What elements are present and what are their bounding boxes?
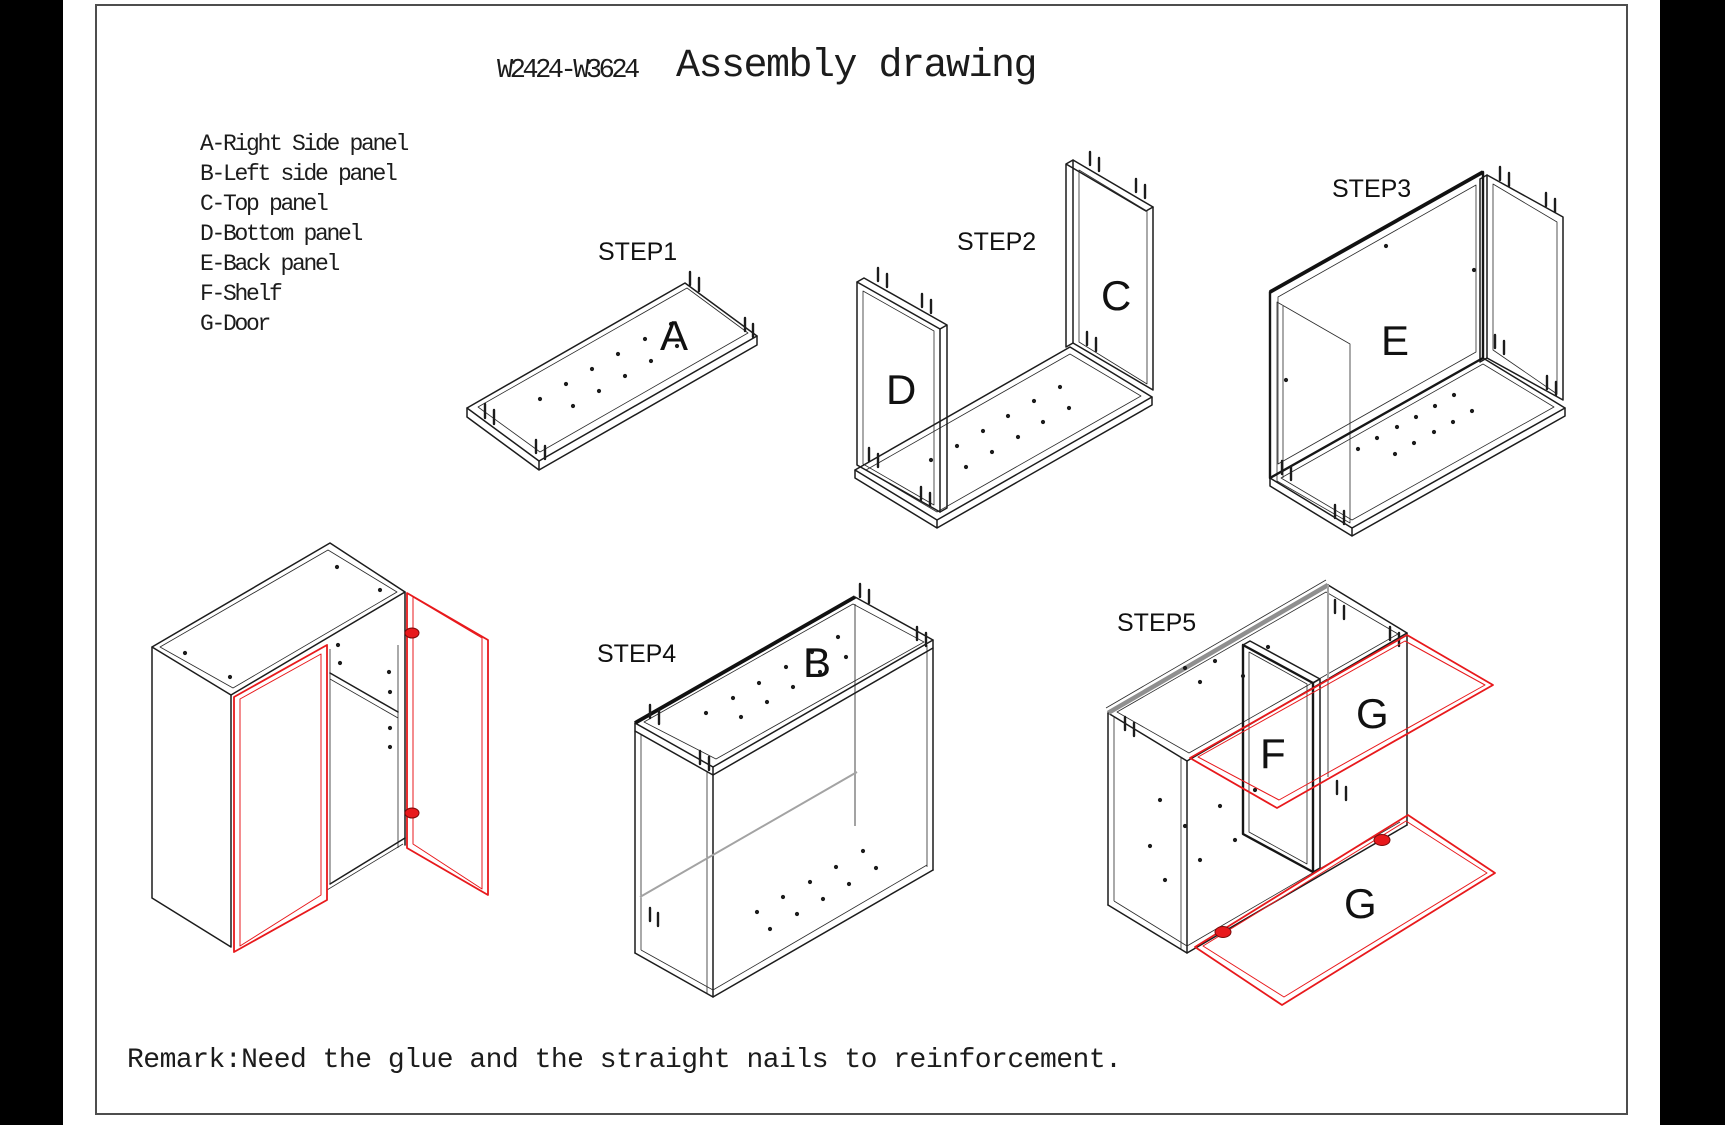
door-hinge-icon <box>405 628 419 638</box>
panel-a-outline <box>467 283 757 461</box>
step5-screw-holes <box>1150 647 1268 880</box>
remark-note: Remark:Need the glue and the straight nails to reinforcement. <box>127 1045 1122 1076</box>
step4-label: STEP4 <box>597 640 677 668</box>
parts-list-item-a: A-Right Side panel <box>200 131 408 157</box>
step3-panel-c-inner-edge <box>1493 184 1557 394</box>
cabinet-door-closed-inner-edge <box>240 654 321 946</box>
step3-base-thickness <box>1270 408 1565 536</box>
panel-e-inner-edge <box>1278 185 1476 464</box>
model-number: W2424-W3624 <box>497 56 637 86</box>
door-g-upper-outline <box>1190 635 1493 808</box>
parts-list-item-d: D-Bottom panel <box>200 221 362 247</box>
cabinet-door-open-outline <box>407 593 488 895</box>
door-g-upper-letter: G <box>1356 690 1389 737</box>
cabinet-top-screw-holes <box>185 567 380 677</box>
cabinet-body-edges <box>152 592 405 947</box>
cabinet-shelf-edge <box>330 673 398 712</box>
step2-base-thickness <box>855 397 1152 528</box>
cabinet-bottom-panel-edge <box>330 838 405 884</box>
step3-drawing <box>1270 167 1565 536</box>
panel-c-letter: C <box>1101 272 1132 319</box>
step4-bottom-inner-edges <box>641 865 927 990</box>
cabinet-door-closed-outline <box>234 645 327 952</box>
panel-d-letter: D <box>886 366 917 413</box>
step3-panel-c-outline <box>1487 175 1563 400</box>
panel-a-letter: A <box>660 312 689 359</box>
step5-back-top-edge <box>1108 585 1328 713</box>
step1-drawing <box>467 238 757 470</box>
panel-a-nail-marks <box>485 272 753 459</box>
door-hinge-icon <box>1215 927 1231 938</box>
cabinet-inner-screw-holes <box>338 645 390 747</box>
step4-carcass-inner-verticals <box>641 645 927 994</box>
step4-bottom-screw-holes <box>757 851 876 929</box>
step2-base-screw-holes <box>931 387 1069 467</box>
step3-nail-marks <box>1282 167 1556 524</box>
step4-inner-back-bottom-edge <box>640 772 857 897</box>
door-g-lower-letter: G <box>1344 880 1377 927</box>
parts-list-item-c: C-Top panel <box>200 191 327 217</box>
door-hinge-icon <box>405 808 419 818</box>
parts-list-item-g: G-Door <box>200 311 270 337</box>
cabinet-door-open-inner-edge <box>413 597 482 889</box>
panel-b-inner-edge <box>644 604 924 759</box>
door-hinge-icon <box>1374 835 1390 846</box>
step3-panel-d-behind <box>1277 302 1350 523</box>
panel-f-letter: F <box>1260 730 1286 777</box>
page-title: Assembly drawing <box>676 44 1037 89</box>
parts-list-item-e: E-Back panel <box>200 251 339 277</box>
step2-label: STEP2 <box>957 228 1037 256</box>
step4-bottom-edges <box>635 870 933 997</box>
step5-label: STEP5 <box>1117 609 1197 637</box>
step3-label: STEP3 <box>1332 175 1412 203</box>
door-g-upper-inner-edge <box>1198 641 1485 800</box>
step5-drawing <box>1106 580 1495 1005</box>
step4-drawing <box>597 584 933 997</box>
assembled-cabinet-drawing <box>152 543 488 952</box>
step1-label: STEP1 <box>598 238 678 266</box>
step2-drawing <box>855 152 1153 528</box>
cabinet-bottom-panel-thickness <box>327 844 403 890</box>
step5-top-outer-edge <box>1106 580 1326 708</box>
panel-b-thickness <box>635 640 933 775</box>
panel-a-thickness <box>467 336 757 470</box>
panel-e-outline <box>1270 172 1483 478</box>
parts-list-item-f: F-Shelf <box>200 281 281 307</box>
step3-base-inner-edge <box>1281 364 1554 520</box>
panel-e-letter: E <box>1381 317 1410 364</box>
parts-list-item-b: B-Left side panel <box>200 161 396 187</box>
step4-carcass-verticals <box>635 648 933 997</box>
cabinet-shelf-thickness <box>330 679 398 718</box>
step2-nail-marks <box>869 152 1145 506</box>
panel-b-letter: B <box>803 639 832 686</box>
